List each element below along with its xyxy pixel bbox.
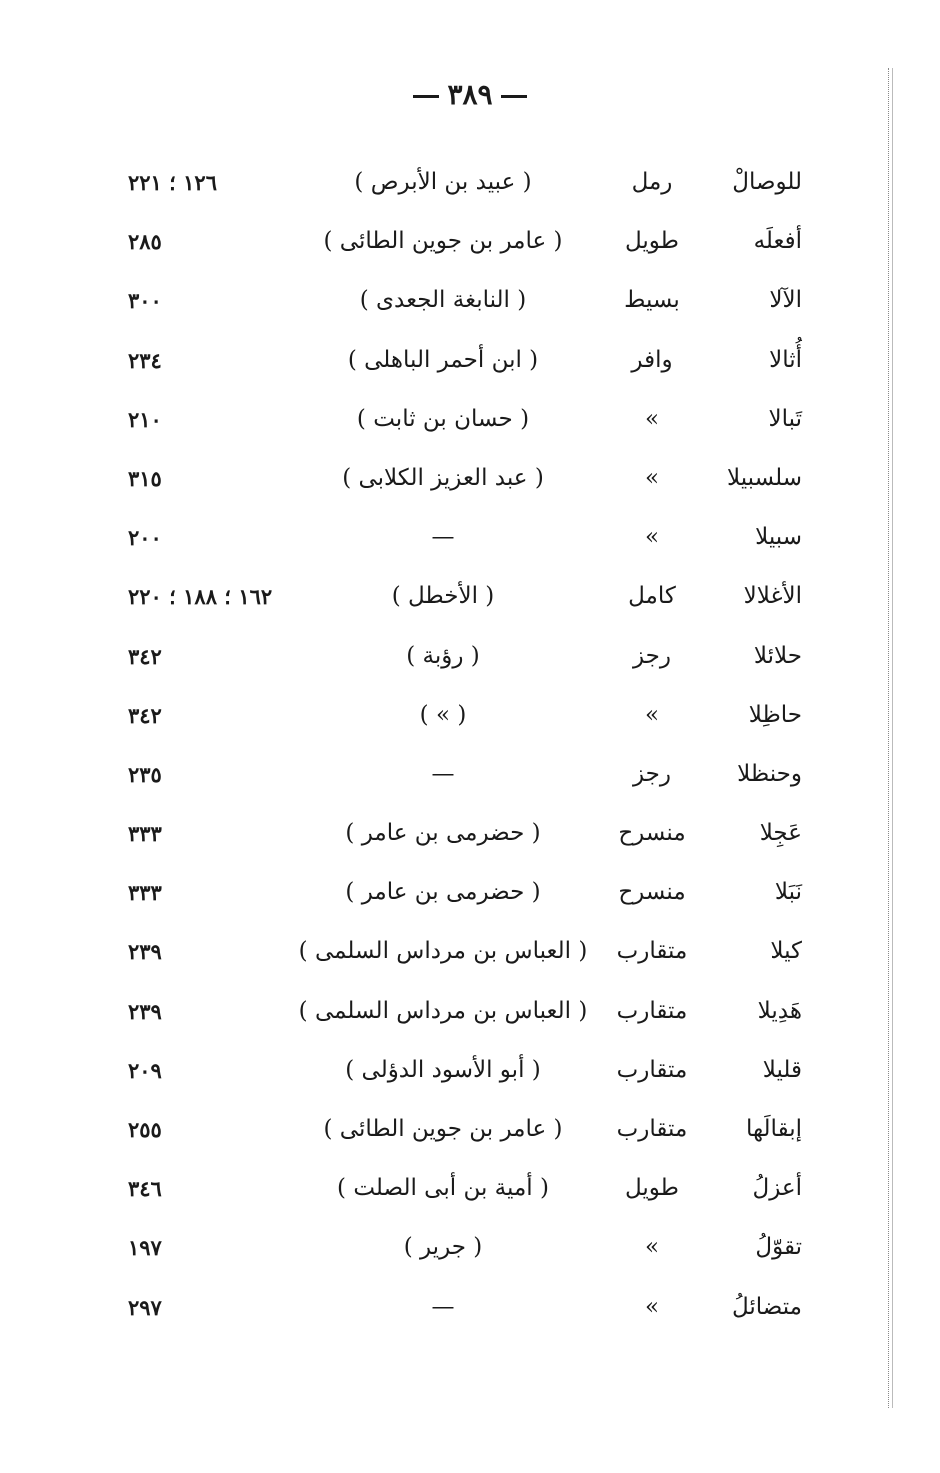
page-refs: ٣٠٠: [128, 288, 162, 314]
meter: »: [644, 524, 660, 551]
dash-left: [501, 95, 527, 98]
page-refs: ٣١٥: [128, 465, 162, 491]
page-refs: ٣٤٦: [128, 1176, 162, 1202]
page-refs: ٢٣٩: [128, 998, 162, 1024]
page-refs: ٢٣٥: [128, 761, 162, 787]
rhyme-word: قليلا: [762, 1056, 802, 1083]
meter: كامل: [628, 583, 676, 610]
meter: وافر: [631, 346, 673, 373]
page-refs: ٣٤٢: [128, 702, 162, 728]
rhyme-word: أُثالا: [769, 346, 802, 373]
rhyme-word: تقوّلُ: [755, 1234, 802, 1261]
poet: ( العباس بن مرداس السلمى ): [298, 997, 588, 1024]
page-refs: ٢١٠: [128, 406, 162, 432]
page-refs: ١٦٢ ؛ ١٨٨ ؛ ٢٢٠: [128, 584, 273, 610]
poet: ( ابن أحمر الباهلى ): [347, 346, 539, 373]
page-refs: ٣٣٣: [128, 880, 162, 906]
meter: طويل: [624, 228, 679, 255]
page-refs: ٢٣٩: [128, 939, 162, 965]
table-row: [0, 331, 940, 390]
page-refs: ٢٠٩: [128, 1057, 162, 1083]
rhyme-word: سلسبيلا: [726, 464, 802, 491]
meter: »: [644, 701, 660, 728]
meter: رمل: [631, 169, 673, 195]
table-row: [0, 1159, 940, 1218]
table-row: [0, 1278, 940, 1337]
page-refs: ٢٥٥: [128, 1117, 162, 1142]
page-refs: ٣٣٣: [128, 821, 162, 847]
poet: ( رؤبة ): [406, 642, 480, 669]
table-row: [0, 804, 940, 863]
rhyme-word: إبقالَها: [745, 1116, 802, 1142]
table-row: [0, 271, 940, 330]
page-refs: ١٩٧: [128, 1235, 162, 1261]
rhyme-word: نَبَلا: [774, 879, 802, 906]
dash-right: [413, 95, 439, 98]
meter: »: [644, 1234, 660, 1261]
rhyme-word: الآلا: [769, 287, 802, 314]
meter: منسرح: [618, 820, 686, 847]
table-row: [0, 627, 940, 686]
page-number-text: ٣٨٩: [447, 78, 493, 111]
meter: »: [644, 405, 660, 432]
rhyme-word: حلائلا: [753, 642, 802, 669]
table-row: [0, 390, 940, 449]
poet: ( » ): [419, 701, 467, 728]
meter: متقارب: [616, 997, 688, 1024]
poet: ( حسان بن ثابت ): [356, 405, 530, 432]
poet: ( عامر بن جوين الطائى ): [323, 1116, 563, 1142]
page-refs: ٢٠٠: [128, 525, 162, 551]
rhyme-word: كيلا: [770, 938, 802, 965]
page-refs: ١٢٦ ؛ ٢٢١: [128, 170, 217, 195]
poet: ( النابغة الجعدى ): [359, 287, 527, 314]
table-row: [0, 449, 940, 508]
rhyme-word: الأغلالا: [743, 583, 802, 610]
poet: ( الأخطل ): [391, 583, 495, 610]
poet: ( عامر بن جوين الطائى ): [323, 228, 563, 255]
meter: طويل: [624, 1175, 679, 1202]
poet: ( حضرمى بن عامر ): [345, 820, 541, 847]
poet: ( أبو الأسود الدؤلى ): [345, 1056, 541, 1083]
meter: »: [644, 1293, 660, 1320]
poet: ( حضرمى بن عامر ): [345, 879, 541, 906]
meter: منسرح: [618, 879, 686, 906]
poet: —: [431, 760, 455, 787]
poet: ( عبد العزيز الكلابى ): [342, 464, 544, 491]
rhyme-word: متضائلُ: [731, 1293, 802, 1320]
table-row: [0, 745, 940, 804]
table-row: [0, 922, 940, 981]
table-row: [0, 212, 940, 271]
margin-rule-inner: [892, 68, 894, 1408]
poet: ( عبيد بن الأبرص ): [354, 169, 532, 195]
poet: ( جرير ): [403, 1234, 483, 1261]
index-table: [0, 153, 940, 1337]
table-row: [0, 1100, 940, 1159]
meter: »: [644, 464, 660, 491]
meter: متقارب: [616, 1116, 688, 1142]
poet: ( العباس بن مرداس السلمى ): [298, 938, 588, 965]
meter: متقارب: [616, 1056, 688, 1083]
meter: متقارب: [616, 938, 688, 965]
rhyme-word: تَبالا: [768, 405, 802, 432]
rhyme-word: للوصالْ: [732, 169, 802, 195]
rhyme-word: سبيلا: [755, 524, 802, 551]
poet: —: [431, 524, 455, 551]
table-row: [0, 508, 940, 567]
page-refs: ٢٣٤: [128, 347, 162, 373]
meter: بسيط: [624, 287, 680, 314]
poet: ( أمية بن أبى الصلت ): [337, 1175, 549, 1202]
rhyme-word: وحنظلا: [737, 760, 802, 787]
table-row: [0, 686, 940, 745]
table-row: [0, 153, 940, 212]
table-row: [0, 1041, 940, 1100]
table-row: [0, 567, 940, 626]
page-refs: ٣٤٢: [128, 643, 162, 669]
rhyme-word: أعزلُ: [752, 1175, 802, 1202]
rhyme-word: أفعلَه: [753, 228, 802, 255]
margin-rule: [888, 68, 890, 1408]
page-refs: ٢٨٥: [128, 229, 162, 255]
table-row: [0, 1218, 940, 1277]
rhyme-word: حاظِلا: [748, 701, 802, 728]
rhyme-word: هَدِيلا: [757, 997, 802, 1024]
rhyme-word: عَجِلا: [759, 820, 802, 847]
table-row: [0, 982, 940, 1041]
poet: —: [431, 1293, 455, 1320]
page-refs: ٢٩٧: [128, 1294, 162, 1320]
meter: رجز: [632, 760, 671, 787]
table-row: [0, 863, 940, 922]
page-number: [0, 78, 940, 111]
meter: رجز: [632, 642, 671, 669]
